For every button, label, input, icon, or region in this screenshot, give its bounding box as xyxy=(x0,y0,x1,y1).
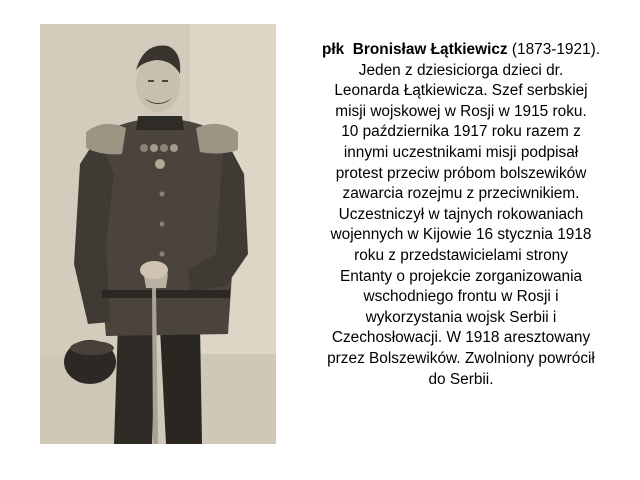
caption-line: do Serbii. xyxy=(428,370,494,388)
caption-line: wykorzystania wojsk Serbii i xyxy=(365,308,557,326)
officer-portrait-illustration xyxy=(40,24,276,444)
caption-line: roku z przedstawicielami strony xyxy=(354,246,568,264)
caption-line: Czechosłowacji. W 1918 aresztowany xyxy=(331,329,591,347)
biography-caption xyxy=(296,40,626,390)
caption-line: innymi uczestnikami misji podpisał xyxy=(343,143,579,161)
caption-line: Leonarda Łątkiewicza. Szef serbskiej xyxy=(334,82,588,100)
rank-prefix: płk xyxy=(321,41,345,58)
caption-line: 10 października 1917 roku razem z xyxy=(341,123,581,141)
portrait-photo xyxy=(40,24,276,444)
caption-line: Entanty o projekcie zorganizowania xyxy=(339,267,583,285)
caption-line: zawarcia rozejmu z przeciwnikiem. xyxy=(342,185,580,203)
caption-line: protest przeciw próbom bolszewików xyxy=(335,164,587,182)
caption-line: Jeden z dziesiciorga dzieci dr. xyxy=(358,61,564,79)
life-years: (1873-1921). xyxy=(507,41,601,58)
caption-heading-line xyxy=(296,40,626,61)
person-name: Bronisław Łątkiewicz xyxy=(352,41,508,58)
caption-line: wschodniego frontu w Rosji i xyxy=(363,288,559,306)
caption-line: misji wojskowej w Rosji w 1915 roku. xyxy=(335,102,587,120)
caption-line: przez Bolszewików. Zwolniony powrócił xyxy=(327,349,595,367)
caption-line: Uczestniczył w tajnych rokowaniach xyxy=(338,205,584,223)
caption-line: wojennych w Kijowie 16 stycznia 1918 xyxy=(330,226,592,244)
